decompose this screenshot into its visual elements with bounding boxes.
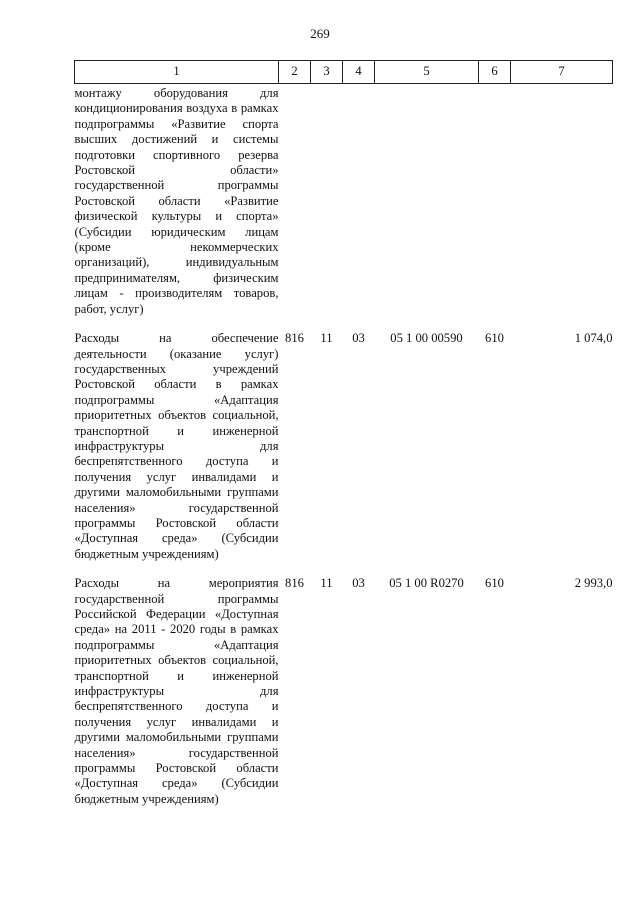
header-col-6: 6 <box>479 61 511 84</box>
row-section-code: 11 <box>320 331 333 346</box>
row-expense-type <box>479 84 511 332</box>
row-ministry-code: 816 <box>285 331 304 346</box>
row-expense-type: 610 <box>485 331 504 346</box>
row-subsection-code: 03 <box>352 576 365 591</box>
row-section-code: 11 <box>320 576 333 591</box>
row-amount: 1 074,0 <box>574 331 613 346</box>
row-ministry-code: 816 <box>285 576 304 591</box>
header-col-2: 2 <box>279 61 311 84</box>
row-description: монтажу оборудования для кондиционирования воздуха в рамках подпрограммы «Развитие спорта высших достижений и системы подготовки спортивного резерва Ростовской области» государственной программы Ростовской области «Развитие физической культуры и спорта» (Субсидии юридическим лицам (кроме некоммерческих организаций), индивидуальным предпринимателям, физическим лицам - производителям товаров, работ, услуг) <box>74 86 279 316</box>
header-col-7: 7 <box>511 61 613 84</box>
header-col-3: 3 <box>311 61 343 84</box>
row-target-code: 05 1 00 00590 <box>390 331 463 346</box>
row-target-code: 05 1 00 R0270 <box>389 576 464 591</box>
table-row <box>75 576 613 821</box>
row-amount: 2 993,0 <box>574 576 613 591</box>
row-amount <box>511 84 613 332</box>
row-target-code <box>375 84 479 332</box>
row-subsection-code: 03 <box>352 331 365 346</box>
budget-table <box>74 60 613 821</box>
header-col-4: 4 <box>343 61 375 84</box>
header-col-5: 5 <box>375 61 479 84</box>
row-description: Расходы на мероприятия государственной программы Российской Федерации «Доступная среда» на 2011 - 2020 годы в рамках подпрограммы «Адаптация приоритетных объектов социальной, транспортной и инженерной инфраструктуры для беспрепятственного доступа и получения услуг инвалидами и другими маломобильными группами населения» государственной программы Ростовской области «Доступная среда» (Субсидии бюджетным учреждениям) <box>74 576 279 806</box>
row-section-code <box>311 84 343 332</box>
row-ministry-code <box>279 84 311 332</box>
header-col-1: 1 <box>75 61 279 84</box>
table-header-row <box>75 61 613 84</box>
row-description: Расходы на обеспечение деятельности (оказание услуг) государственных учреждений Ростовской области в рамках подпрограммы «Адаптация приоритетных объектов социальной, транспортной и инженерной инфраструктуры для беспрепятственного доступа и получения услуг инвалидами и другими маломобильными группами населения» государственной программы Ростовской области «Доступная среда» (Субсидии бюджетным учреждениям) <box>74 331 279 561</box>
page-number: 269 <box>310 26 330 41</box>
table-row <box>75 331 613 576</box>
row-subsection-code <box>343 84 375 332</box>
table-row <box>75 84 613 332</box>
row-expense-type: 610 <box>485 576 504 591</box>
